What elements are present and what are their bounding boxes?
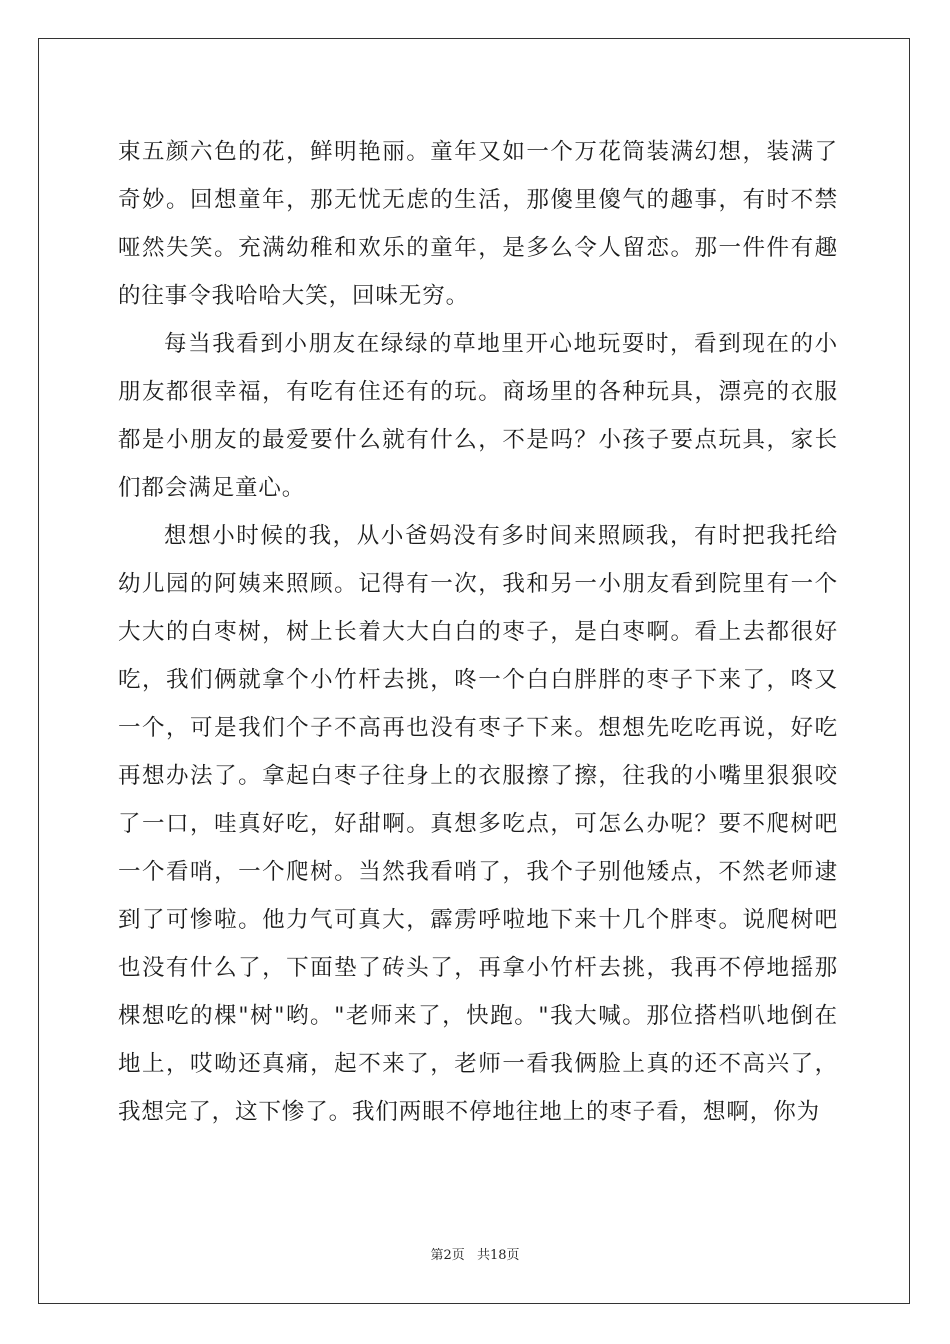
paragraph-3: 想想小时候的我，从小爸妈没有多时间来照顾我，有时把我托给幼儿园的阿姨来照顾。记得有一次，我和另一小朋友看到院里有一个大大的白枣树，树上长着大大白白的枣子，是白枣啊。看上去都很好吃，我们俩就拿个小竹杆去挑，咚一个白白胖胖的枣子下来了，咚又一个，可是我们个子不高再也没有枣子下来。想想先吃吃再说，好吃再想办法了。拿起白枣子往身上的衣服擦了擦，往我的小嘴里狠狠咬了一口，哇真好吃，好甜啊。真想多吃点，可怎么办呢？要不爬树吧一个看哨，一个爬树。当然我看哨了，我个子别他矮点，不然老师逮到了可惨啦。他力气可真大，霹雳呼啦地下来十几个胖枣。说爬树吧也没有什么了，下面垫了砖头了，再拿小竹杆去挑，我再不停地摇那棵想吃的棵"树"哟。"老师来了，快跑。"我大喊。那位搭档叭地倒在地上，哎呦还真痛，起不来了，老师一看我俩脸上真的还不高兴了，我想完了，这下惨了。我们两眼不停地往地上的枣子看，想啊，你为 <box>118 523 838 1125</box>
paragraph-1: 束五颜六色的花，鲜明艳丽。童年又如一个万花筒装满幻想，装满了奇妙。回想童年，那无忧无虑的生活，那傻里傻气的趣事，有时不禁哑然失笑。充满幼稚和欢乐的童年，是多么令人留恋。那一件件有趣的往事令我哈哈大笑，回味无穷。 <box>118 139 838 309</box>
paragraph-2: 每当我看到小朋友在绿绿的草地里开心地玩耍时，看到现在的小朋友都很幸福，有吃有住还有的玩。商场里的各种玩具，漂亮的衣服都是小朋友的最爱要什么就有什么，不是吗？小孩子要点玩具，家长们都会满足童心。 <box>118 331 838 501</box>
page-number: 第2页 <box>430 1248 465 1263</box>
page-total: 共18页 <box>476 1248 520 1263</box>
page-footer <box>0 1247 950 1265</box>
document-body <box>118 128 838 1136</box>
